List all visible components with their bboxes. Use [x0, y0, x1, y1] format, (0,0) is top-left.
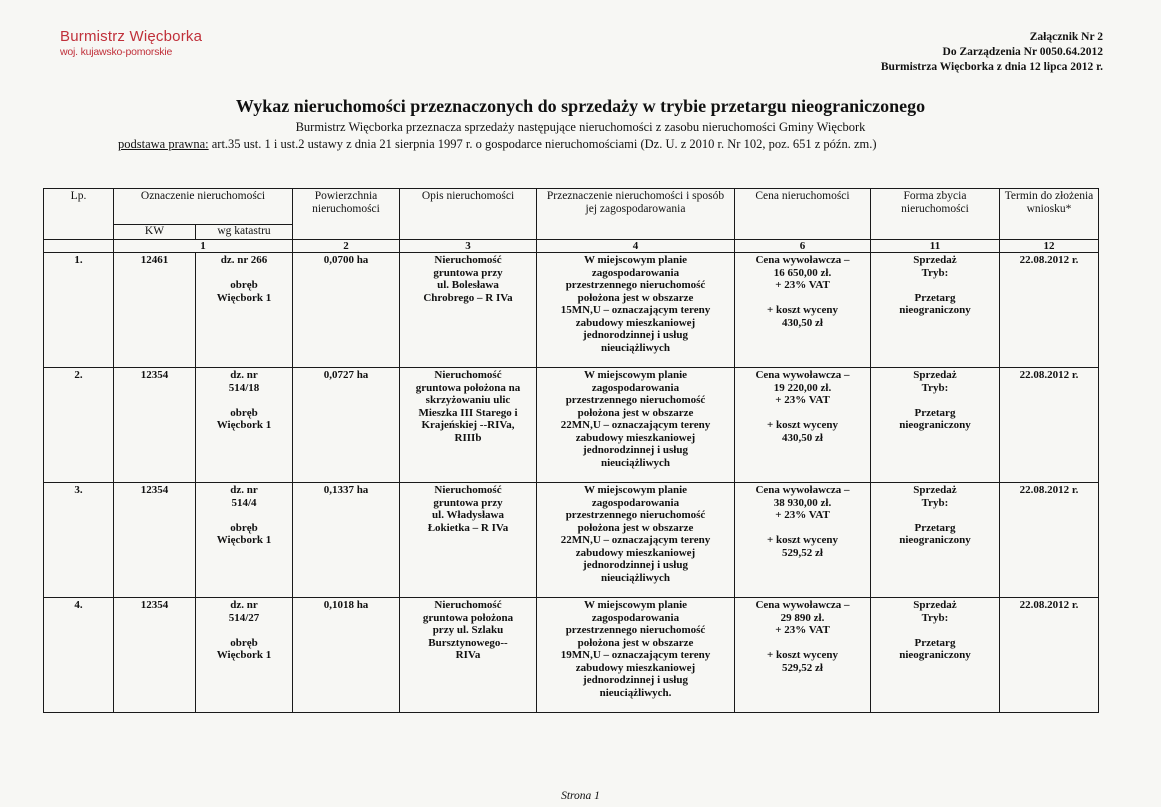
cell-opis: Nieruchomość gruntowa przy ul. Władysława Łokietka – R IVa [400, 483, 537, 598]
municipal-stamp [60, 28, 202, 58]
cell-cena: Cena wywoławcza – 29 890 zł. + 23% VAT + koszt wyceny 529,52 zł [735, 598, 871, 713]
cell-przeznaczenie: W miejscowym planie zagospodarowania przestrzennego nieruchomość położona jest w obszarze 19MN,U – oznaczającym tereny zabudowy mieszkaniowej jednorodzinnej i usług nieuciążliwych. [537, 598, 735, 713]
annex-reference [881, 30, 1103, 75]
cell-forma: Sprzedaż Tryb: Przetarg nieograniczony [871, 253, 1000, 368]
legal-basis-text: art.35 ust. 1 i ust.2 ustawy z dnia 21 sierpnia 1997 r. o gospodarce nieruchomościami (Dz. U. z 2010 r. Nr 102, poz. 651 z późn. zm.) [208, 137, 877, 151]
cell-opis: Nieruchomość gruntowa położona przy ul. Szlaku Bursztynowego-- RIVa [400, 598, 537, 713]
column-number-blank [44, 240, 114, 253]
column-number: 11 [871, 240, 1000, 253]
document-title: Wykaz nieruchomości przeznaczonych do sprzedaży w trybie przetargu nieograniczonego [235, 96, 926, 116]
cell-powierzchnia: 0,1337 ha [293, 483, 400, 598]
cell-forma: Sprzedaż Tryb: Przetarg nieograniczony [871, 483, 1000, 598]
column-number: 6 [735, 240, 871, 253]
column-number: 3 [400, 240, 537, 253]
cell-opis: Nieruchomość gruntowa przy ul. Bolesława Chrobrego – R IVa [400, 253, 537, 368]
cell-katastr: dz. nr 514/18 obręb Więcbork 1 [196, 368, 293, 483]
table-header-row [44, 189, 1099, 225]
cell-cena: Cena wywoławcza – 19 220,00 zł. + 23% VAT + koszt wyceny 430,50 zł [735, 368, 871, 483]
cell-cena: Cena wywoławcza – 16 650,00 zł. + 23% VAT + koszt wyceny 430,50 zł [735, 253, 871, 368]
header-lp: Lp. [44, 189, 114, 240]
column-number: 1 [114, 240, 293, 253]
legal-basis-label: podstawa prawna: [118, 137, 209, 151]
document-subtitle: Burmistrz Więcborka przeznacza sprzedaży następujące nieruchomości z zasobu nieruchomości Gminy Więcbork [295, 120, 866, 134]
cell-katastr: dz. nr 266 obręb Więcbork 1 [196, 253, 293, 368]
header-powierzchnia: Powierzchnia nieruchomości [293, 189, 400, 240]
header-katastr: wg katastru [196, 225, 293, 240]
column-number: 12 [1000, 240, 1099, 253]
cell-termin: 22.08.2012 r. [1000, 483, 1099, 598]
column-number-row [44, 240, 1099, 253]
cell-termin: 22.08.2012 r. [1000, 253, 1099, 368]
cell-lp: 1. [44, 253, 114, 368]
cell-przeznaczenie: W miejscowym planie zagospodarowania przestrzennego nieruchomość położona jest w obszarze 22MN,U – oznaczającym tereny zabudowy mieszkaniowej jednorodzinnej i usług nieuciążliwych [537, 368, 735, 483]
table-row [44, 483, 1099, 598]
header-przeznaczenie: Przeznaczenie nieruchomości i sposób jej zagospodarowania [537, 189, 735, 240]
cell-przeznaczenie: W miejscowym planie zagospodarowania przestrzennego nieruchomość położona jest w obszarze 22MN,U – oznaczającym tereny zabudowy mieszkaniowej jednorodzinnej i usług nieuciążliwych [537, 483, 735, 598]
cell-katastr: dz. nr 514/4 obręb Więcbork 1 [196, 483, 293, 598]
header-oznaczenie: Oznaczenie nieruchomości [114, 189, 293, 225]
cell-forma: Sprzedaż Tryb: Przetarg nieograniczony [871, 368, 1000, 483]
cell-termin: 22.08.2012 r. [1000, 598, 1099, 713]
stamp-region: woj. kujawsko-pomorskie [60, 46, 173, 58]
header-termin: Termin do złożenia wniosku* [1000, 189, 1099, 240]
cell-kw: 12354 [114, 598, 196, 713]
cell-przeznaczenie: W miejscowym planie zagospodarowania przestrzennego nieruchomość położona jest w obszarze 15MN,U – oznaczającym tereny zabudowy mieszkaniowej jednorodzinnej i usług nieuciążliwych [537, 253, 735, 368]
header-forma: Forma zbycia nieruchomości [871, 189, 1000, 240]
cell-lp: 3. [44, 483, 114, 598]
cell-forma: Sprzedaż Tryb: Przetarg nieograniczony [871, 598, 1000, 713]
cell-powierzchnia: 0,0700 ha [293, 253, 400, 368]
cell-cena: Cena wywoławcza – 38 930,00 zł. + 23% VAT + koszt wyceny 529,52 zł [735, 483, 871, 598]
header-cena: Cena nieruchomości [735, 189, 871, 240]
property-table [43, 188, 1099, 713]
table-row [44, 598, 1099, 713]
table-row [44, 368, 1099, 483]
header-kw: KW [114, 225, 196, 240]
annex-number: Załącznik Nr 2 [1029, 31, 1103, 43]
cell-lp: 4. [44, 598, 114, 713]
cell-kw: 12354 [114, 368, 196, 483]
cell-kw: 12461 [114, 253, 196, 368]
annex-ordinance: Do Zarządzenia Nr 0050.64.2012 [942, 46, 1103, 58]
cell-opis: Nieruchomość gruntowa położona na skrzyżowaniu ulic Mieszka III Starego i Krajeńskiej --RIVa, RIIIb [400, 368, 537, 483]
cell-kw: 12354 [114, 483, 196, 598]
header-opis: Opis nieruchomości [400, 189, 537, 240]
cell-lp: 2. [44, 368, 114, 483]
cell-katastr: dz. nr 514/27 obręb Więcbork 1 [196, 598, 293, 713]
stamp-title: Burmistrz Więcborka [60, 28, 203, 45]
cell-powierzchnia: 0,1018 ha [293, 598, 400, 713]
cell-termin: 22.08.2012 r. [1000, 368, 1099, 483]
column-number: 2 [293, 240, 400, 253]
annex-date: Burmistrza Więcborka z dnia 12 lipca 2012 r. [880, 61, 1103, 73]
table-row [44, 253, 1099, 368]
column-number: 4 [537, 240, 735, 253]
legal-basis [118, 137, 877, 152]
page-number: Strona 1 [561, 790, 600, 802]
cell-powierzchnia: 0,0727 ha [293, 368, 400, 483]
